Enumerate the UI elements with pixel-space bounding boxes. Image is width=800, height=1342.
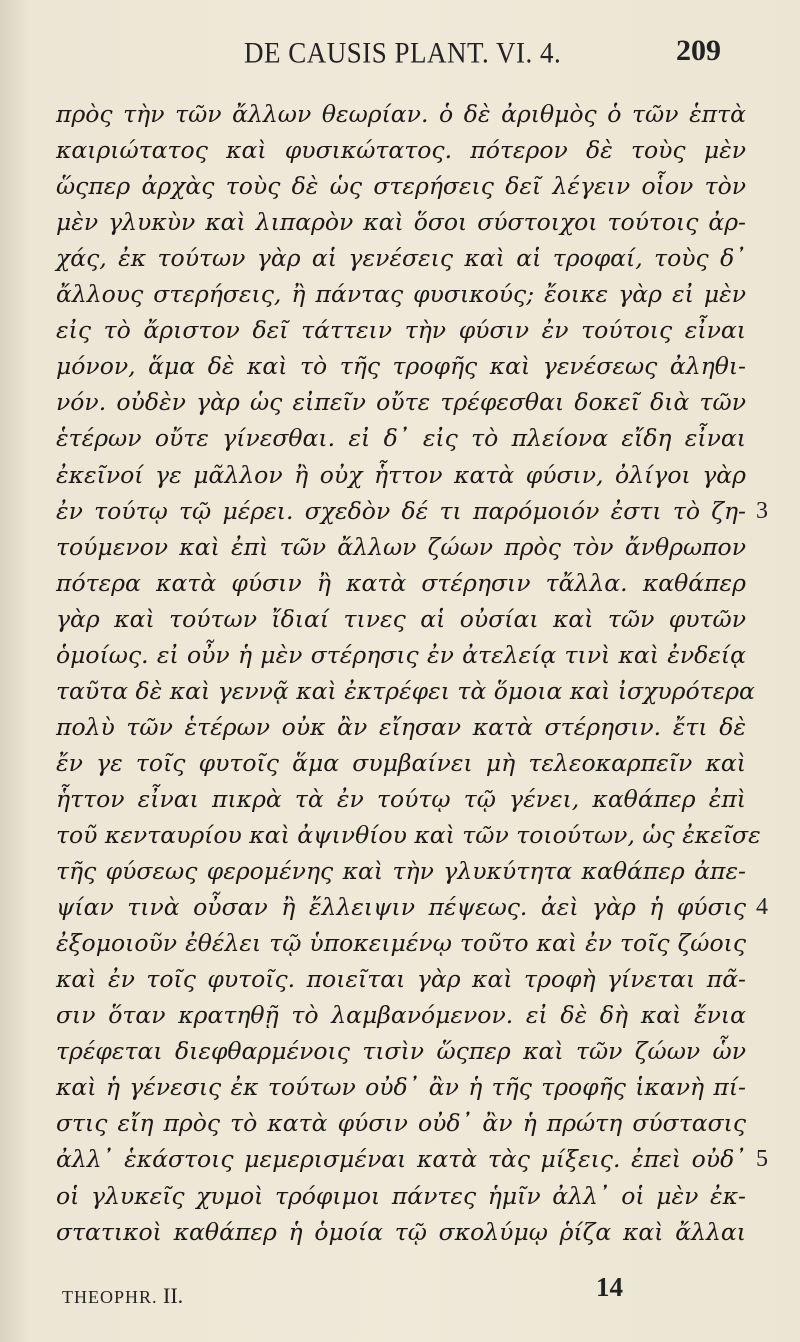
text-line: πότερα κατὰ φύσιν ἢ κατὰ στέρησιν τἄλλα. καθάπερ <box>56 568 746 597</box>
section-number: 4 <box>756 894 768 921</box>
text-line: ψίαν τινὰ οὖσαν ἢ ἔλλειψιν πέψεως. ἀεὶ γὰρ ἡ φύσις <box>56 893 746 922</box>
text-line: καὶ ἡ γένεσις ἐκ τούτων οὐδ᾽ ἂν ἡ τῆς τροφῆς ἱκανὴ πί- <box>56 1073 746 1102</box>
section-number: 3 <box>756 497 768 524</box>
section-number: 5 <box>756 1146 768 1173</box>
text-line: νόν. οὐδὲν γὰρ ὡς εἰπεῖν οὔτε τρέφεσθαι δοκεῖ διὰ τῶν <box>56 388 746 417</box>
text-line: χάς, ἐκ τούτων γὰρ αἱ γενέσεις καὶ αἱ τροφαί, τοὺς δ᾽ <box>56 244 746 273</box>
text-line: εἰς τὸ ἄριστον δεῖ τάττειν τὴν φύσιν ἐν τούτοις εἶναι <box>56 316 746 345</box>
text-line: ὁμοίως. εἰ οὖν ἡ μὲν στέρησις ἐν ἀτελείᾳ τινὶ καὶ ἐνδείᾳ <box>56 640 746 669</box>
text-line: ὥςπερ ἀρχὰς τοὺς δὲ ὡς στερήσεις δεῖ λέγειν οἷον τὸν <box>56 172 746 201</box>
signature-volume: II. <box>163 1283 184 1308</box>
text-line: σιν ὅταν κρατηθῇ τὸ λαμβανόμενον. εἰ δὲ δὴ καὶ ἔνια <box>56 1001 746 1030</box>
printer-signature <box>62 1283 183 1309</box>
text-line: ἐν τούτῳ τῷ μέρει. σχεδὸν δέ τι παρόμοιόν ἐστι τὸ ζη- <box>56 496 746 525</box>
text-line: ἐκεῖνοί γε μᾶλλον ἢ οὐχ ἧττον κατὰ φύσιν, ὀλίγοι γὰρ <box>56 460 746 489</box>
text-line: πολὺ τῶν ἑτέρων οὐκ ἂν εἴησαν κατὰ στέρησιν. ἔτι δὲ <box>56 712 746 741</box>
text-line: στατικοὶ καθάπερ ἡ ὁμοία τῷ σκολύμῳ ῥίζα καὶ ἄλλαι <box>56 1217 746 1246</box>
page-number: 209 <box>676 34 721 67</box>
text-line: τῆς φύσεως φερομένης καὶ τὴν γλυκύτητα καθάπερ ἀπε- <box>56 857 746 886</box>
page-header <box>0 34 800 74</box>
text-line: πρὸς τὴν τῶν ἄλλων θεωρίαν. ὁ δὲ ἀριθμὸς ὁ τῶν ἑπτὰ <box>56 100 746 128</box>
text-line: ἄλλους στερήσεις, ἢ πάντας φυσικούς; ἔοικε γὰρ εἰ μὲν <box>56 280 746 309</box>
text-line: μὲν γλυκὺν καὶ λιπαρὸν καὶ ὅσοι σύστοιχοι τούτοις ἀρ- <box>56 208 746 237</box>
text-line: οἱ γλυκεῖς χυμοὶ τρόφιμοι πάντες ἡμῖν ἀλλ᾽ οἱ μὲν ἐκ- <box>56 1181 746 1210</box>
signature-author: THEOPHR. <box>62 1287 158 1307</box>
text-line: τούμενον καὶ ἐπὶ τῶν ἄλλων ζώων πρὸς τὸν ἄνθρωπον <box>56 532 746 561</box>
text-line: τοῦ κενταυρίου καὶ ἀψινθίου καὶ τῶν τοιούτων, ὡς ἐκεῖσε <box>56 821 761 849</box>
text-line: καιριώτατος καὶ φυσικώτατος. πότερον δὲ τοὺς μὲν <box>56 136 746 165</box>
text-line: ἧττον εἶναι πικρὰ τὰ ἐν τούτῳ τῷ γένει, καθάπερ ἐπὶ <box>56 784 746 813</box>
text-line: ἀλλ᾽ ἑκάστοις μεμερισμέναι κατὰ τὰς μίξεις. ἐπεὶ οὐδ᾽ <box>56 1145 746 1174</box>
text-line: καὶ ἐν τοῖς φυτοῖς. ποιεῖται γὰρ καὶ τροφὴ γίνεται πᾶ- <box>56 965 746 994</box>
text-line: ἐξομοιοῦν ἐθέλει τῷ ὑποκειμένῳ τοῦτο καὶ ἐν τοῖς ζώοις <box>56 929 746 958</box>
text-line: γὰρ καὶ τούτων ἴδιαί τινες αἱ οὐσίαι καὶ τῶν φυτῶν <box>56 604 746 633</box>
text-line: μόνον, ἅμα δὲ καὶ τὸ τῆς τροφῆς καὶ γενέσεως ἀληθι- <box>56 352 746 381</box>
running-title: DE CAUSIS PLANT. VI. 4. <box>244 36 562 70</box>
text-line: ἔν γε τοῖς φυτοῖς ἅμα συμβαίνει μὴ τελεοκαρπεῖν καὶ <box>56 748 746 777</box>
sheet-number: 14 <box>596 1272 623 1302</box>
text-line: ταῦτα δὲ καὶ γεννᾷ καὶ ἐκτρέφει τὰ ὅμοια καὶ ἰσχυρότερα <box>56 676 755 705</box>
text-line: τρέφεται διεφθαρμένοις τισὶν ὥςπερ καὶ τῶν ζώων ὧν <box>56 1037 746 1066</box>
text-line: ἑτέρων οὔτε γίνεσθαι. εἰ δ᾽ εἰς τὸ πλείονα εἴδη εἶναι <box>56 424 746 453</box>
text-line: στις εἴη πρὸς τὸ κατὰ φύσιν οὐδ᾽ ἂν ἡ πρώτη σύστασις <box>56 1109 746 1138</box>
